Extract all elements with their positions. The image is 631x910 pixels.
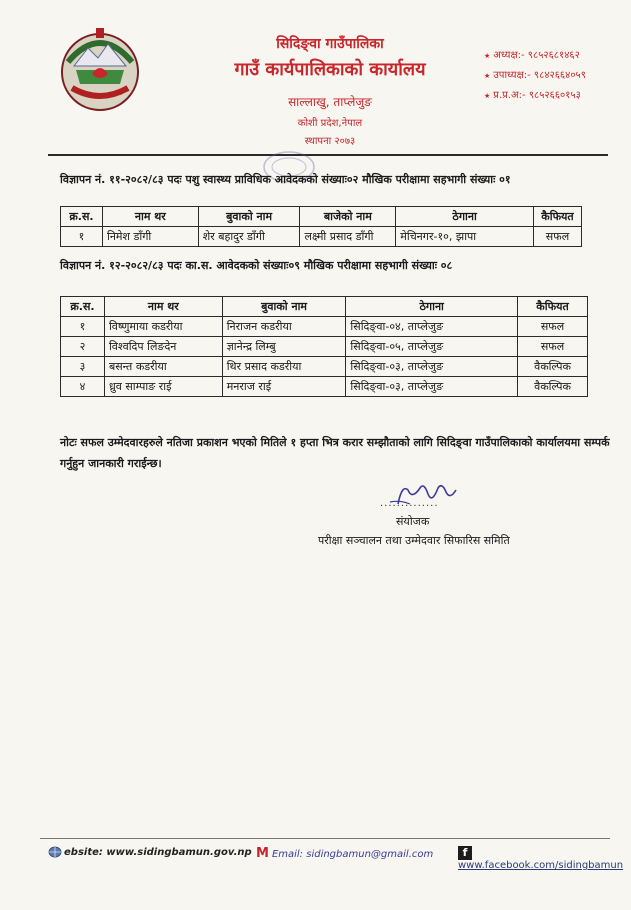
col-name: नाम थर xyxy=(102,207,198,227)
mail-icon: M xyxy=(256,846,269,861)
cell-father: थिर प्रसाद कडरीया xyxy=(222,357,346,377)
signer-committee: परीक्षा सञ्चालन तथा उम्मेदवार सिफारिस समिति xyxy=(318,534,510,547)
signature-dots: .............. xyxy=(380,498,439,509)
letterhead xyxy=(190,34,470,147)
signer-role: संयोजक xyxy=(396,515,430,528)
cell-name: ध्रुव साम्पाङ राई xyxy=(104,377,222,397)
cell-serial: २ xyxy=(61,337,105,357)
star-icon: ★ xyxy=(484,52,491,60)
col-remarks: कैफियत xyxy=(518,297,588,317)
municipality-name: सिदिङ्वा गाउँपालिका xyxy=(276,36,384,52)
cell-grandfather: लक्ष्मी प्रसाद डाँगी xyxy=(300,227,396,247)
col-remarks: कैफियत xyxy=(533,207,581,227)
contact-cao: ★ प्र.प्र.अ:- ९८५२६६०१५३ xyxy=(484,90,581,101)
footer-facebook[interactable]: fwww.facebook.com/sidingbamun xyxy=(458,846,624,871)
table-row xyxy=(61,357,588,377)
footer xyxy=(40,844,624,871)
col-father: बुवाको नाम xyxy=(222,297,346,317)
advert-line-12: विज्ञापन नं. १२-२०८२/८३ पदः का.स. आवेदकको संख्याः०९ मौखिक परीक्षामा सहभागी संख्याः ०८ xyxy=(60,259,453,272)
contact-chair: ★ अध्यक्ष:- ९८५२६८१४६२ xyxy=(484,50,580,61)
cell-address: मेचिनगर-१०, झापा xyxy=(396,227,534,247)
office-address: साल्लाखु, ताप्लेजुङ xyxy=(288,95,372,109)
cell-remarks: सफल xyxy=(518,317,588,337)
col-name: नाम थर xyxy=(104,297,222,317)
table-header-row xyxy=(61,297,588,317)
cell-remarks: सफल xyxy=(518,337,588,357)
col-grandfather: बाजेको नाम xyxy=(300,207,396,227)
cell-address: सिदिङ्वा-०३, ताप्लेजुङ xyxy=(346,377,518,397)
col-address: ठेगाना xyxy=(396,207,534,227)
footer-website[interactable]: ebsite: www.sidingbamun.gov.np xyxy=(48,846,252,858)
star-icon: ★ xyxy=(484,72,491,80)
table-row xyxy=(61,337,588,357)
cell-father: ज्ञानेन्द्र लिम्बु xyxy=(222,337,346,357)
contact-vice-chair: ★ उपाध्यक्ष:- ९८४२६६४०५९ xyxy=(484,70,586,81)
office-name: गाउँ कार्यपालिकाको कार्यालय xyxy=(234,59,426,80)
cell-remarks: वैकल्पिक xyxy=(518,377,588,397)
province-line: कोशी प्रदेश,नेपाल xyxy=(297,118,363,129)
cell-serial: ४ xyxy=(61,377,105,397)
table-row xyxy=(61,377,588,397)
cell-father: शेर बहादुर डाँगी xyxy=(198,227,300,247)
cell-serial: ३ xyxy=(61,357,105,377)
notice-note: नोटः सफल उम्मेदवारहरुले नतिजा प्रकाशन भएको मितिले १ हप्ता भित्र करार सम्झौताको लागि सिदिङ्वा गाउँपालिकाको कार्यालयमा सम्पर्क गर्नुहुन जानकारी गराईन्छ। xyxy=(60,436,610,470)
cell-name: निमेश डाँगी xyxy=(102,227,198,247)
col-serial: क्र.स. xyxy=(61,297,105,317)
results-table-12 xyxy=(60,296,588,397)
cell-serial: १ xyxy=(61,317,105,337)
cell-father: मनराज राई xyxy=(222,377,346,397)
cell-serial: १ xyxy=(61,227,103,247)
cell-name: बसन्त कडरीया xyxy=(104,357,222,377)
table-row xyxy=(61,227,582,247)
cell-remarks: सफल xyxy=(533,227,581,247)
cell-remarks: वैकल्पिक xyxy=(518,357,588,377)
advert-line-11: विज्ञापन नं. ११-२०८२/८३ पदः पशु स्वास्थ्य प्राविधिक आवेदकको संख्याः०२ मौखिक परीक्षामा सहभागी संख्याः ०१ xyxy=(60,173,511,186)
cell-address: सिदिङ्वा-०५, ताप्लेजुङ xyxy=(346,337,518,357)
col-address: ठेगाना xyxy=(346,297,518,317)
globe-icon xyxy=(48,846,62,858)
col-father: बुवाको नाम xyxy=(198,207,300,227)
nepal-emblem-icon xyxy=(54,22,146,114)
cell-father: निराजन कडरीया xyxy=(222,317,346,337)
results-table-11 xyxy=(60,206,582,247)
cell-name: विश्वदिप लिङदेन xyxy=(104,337,222,357)
cell-address: सिदिङ्वा-०४, ताप्लेजुङ xyxy=(346,317,518,337)
cell-name: विष्णुमाया कडरीया xyxy=(104,317,222,337)
contact-list xyxy=(484,46,586,106)
footer-email[interactable]: M Email: sidingbamun@gmail.com xyxy=(256,846,434,861)
star-icon: ★ xyxy=(484,92,491,100)
established-line: स्थापना २०७३ xyxy=(304,136,356,147)
header-divider xyxy=(48,154,608,156)
table-row xyxy=(61,317,588,337)
cell-address: सिदिङ्वा-०३, ताप्लेजुङ xyxy=(346,357,518,377)
facebook-icon: f xyxy=(458,846,472,860)
table-header-row xyxy=(61,207,582,227)
footer-divider xyxy=(40,838,610,839)
col-serial: क्र.स. xyxy=(61,207,103,227)
